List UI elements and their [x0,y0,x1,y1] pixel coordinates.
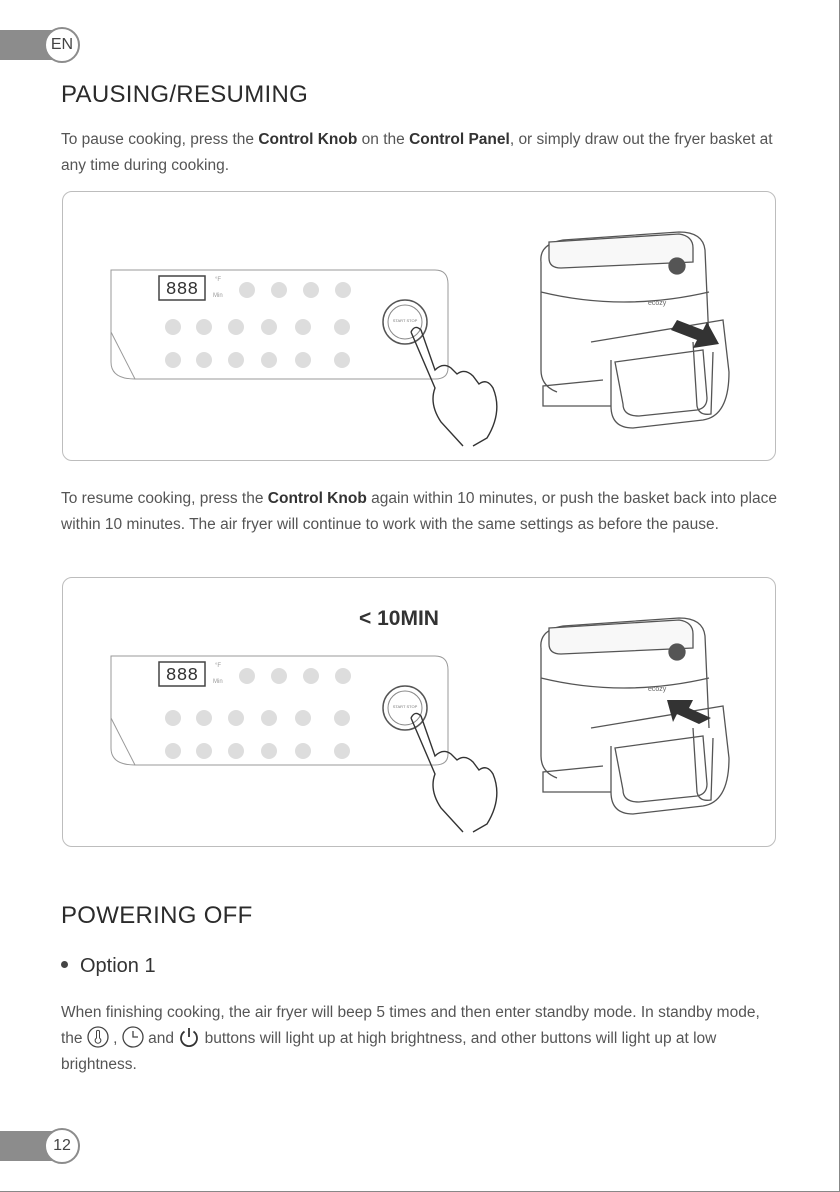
clock-icon [122,1026,144,1048]
control-knob-term: Control Knob [267,490,367,507]
control-panel-illustration [111,270,448,379]
knob-label: START STOP [392,318,418,323]
control-knob-term: Control Knob [258,131,358,148]
bullet-dot [61,961,68,968]
push-in-arrow [667,700,711,724]
unit-f: °F [215,277,222,283]
temperature-icon [87,1026,109,1048]
pause-instructions: To pause cooking, press the Control Knob on the Control Panel, or simply draw out the fryer basket at any time during cooking. [61,131,773,174]
unit-min: Min [213,679,223,685]
knob-label: START STOP [392,704,418,709]
option-heading [61,955,156,978]
display-digits: 888 [165,666,199,686]
standby-instructions: When finishing cooking, the air fryer will beep 5 times and then enter standby mode. In standby mode, the , and buttons will light up at high brightness, and other buttons will light up at low brightness. [61,1004,760,1073]
control-panel-term: Control Panel [409,131,510,148]
language-label: EN [50,36,74,53]
section-title-powering-off: POWERING OFF [61,902,253,929]
figure-resume [62,577,776,847]
page-number-badge [44,1128,80,1164]
resume-illustration [63,578,777,848]
display-digits: 888 [165,280,199,300]
pause-illustration [63,192,777,462]
brand-label: ecozy [648,686,667,693]
figure-pause [62,191,776,461]
option-label: Option 1 [80,955,156,977]
section-title-pausing: PAUSING/RESUMING [61,81,309,108]
unit-f: °F [215,663,222,669]
language-badge [44,27,80,63]
time-limit-label: < 10MIN [359,607,439,630]
resume-instructions: To resume cooking, press the Control Knob again within 10 minutes, or push the basket back into place within 10 minutes. The air fryer will continue to work with the same settings as before the pause. [61,490,777,533]
control-panel-illustration [111,656,448,765]
unit-min: Min [213,293,223,299]
page-number: 12 [53,1137,71,1154]
brand-label: ecozy [648,300,667,307]
power-icon [178,1026,200,1048]
